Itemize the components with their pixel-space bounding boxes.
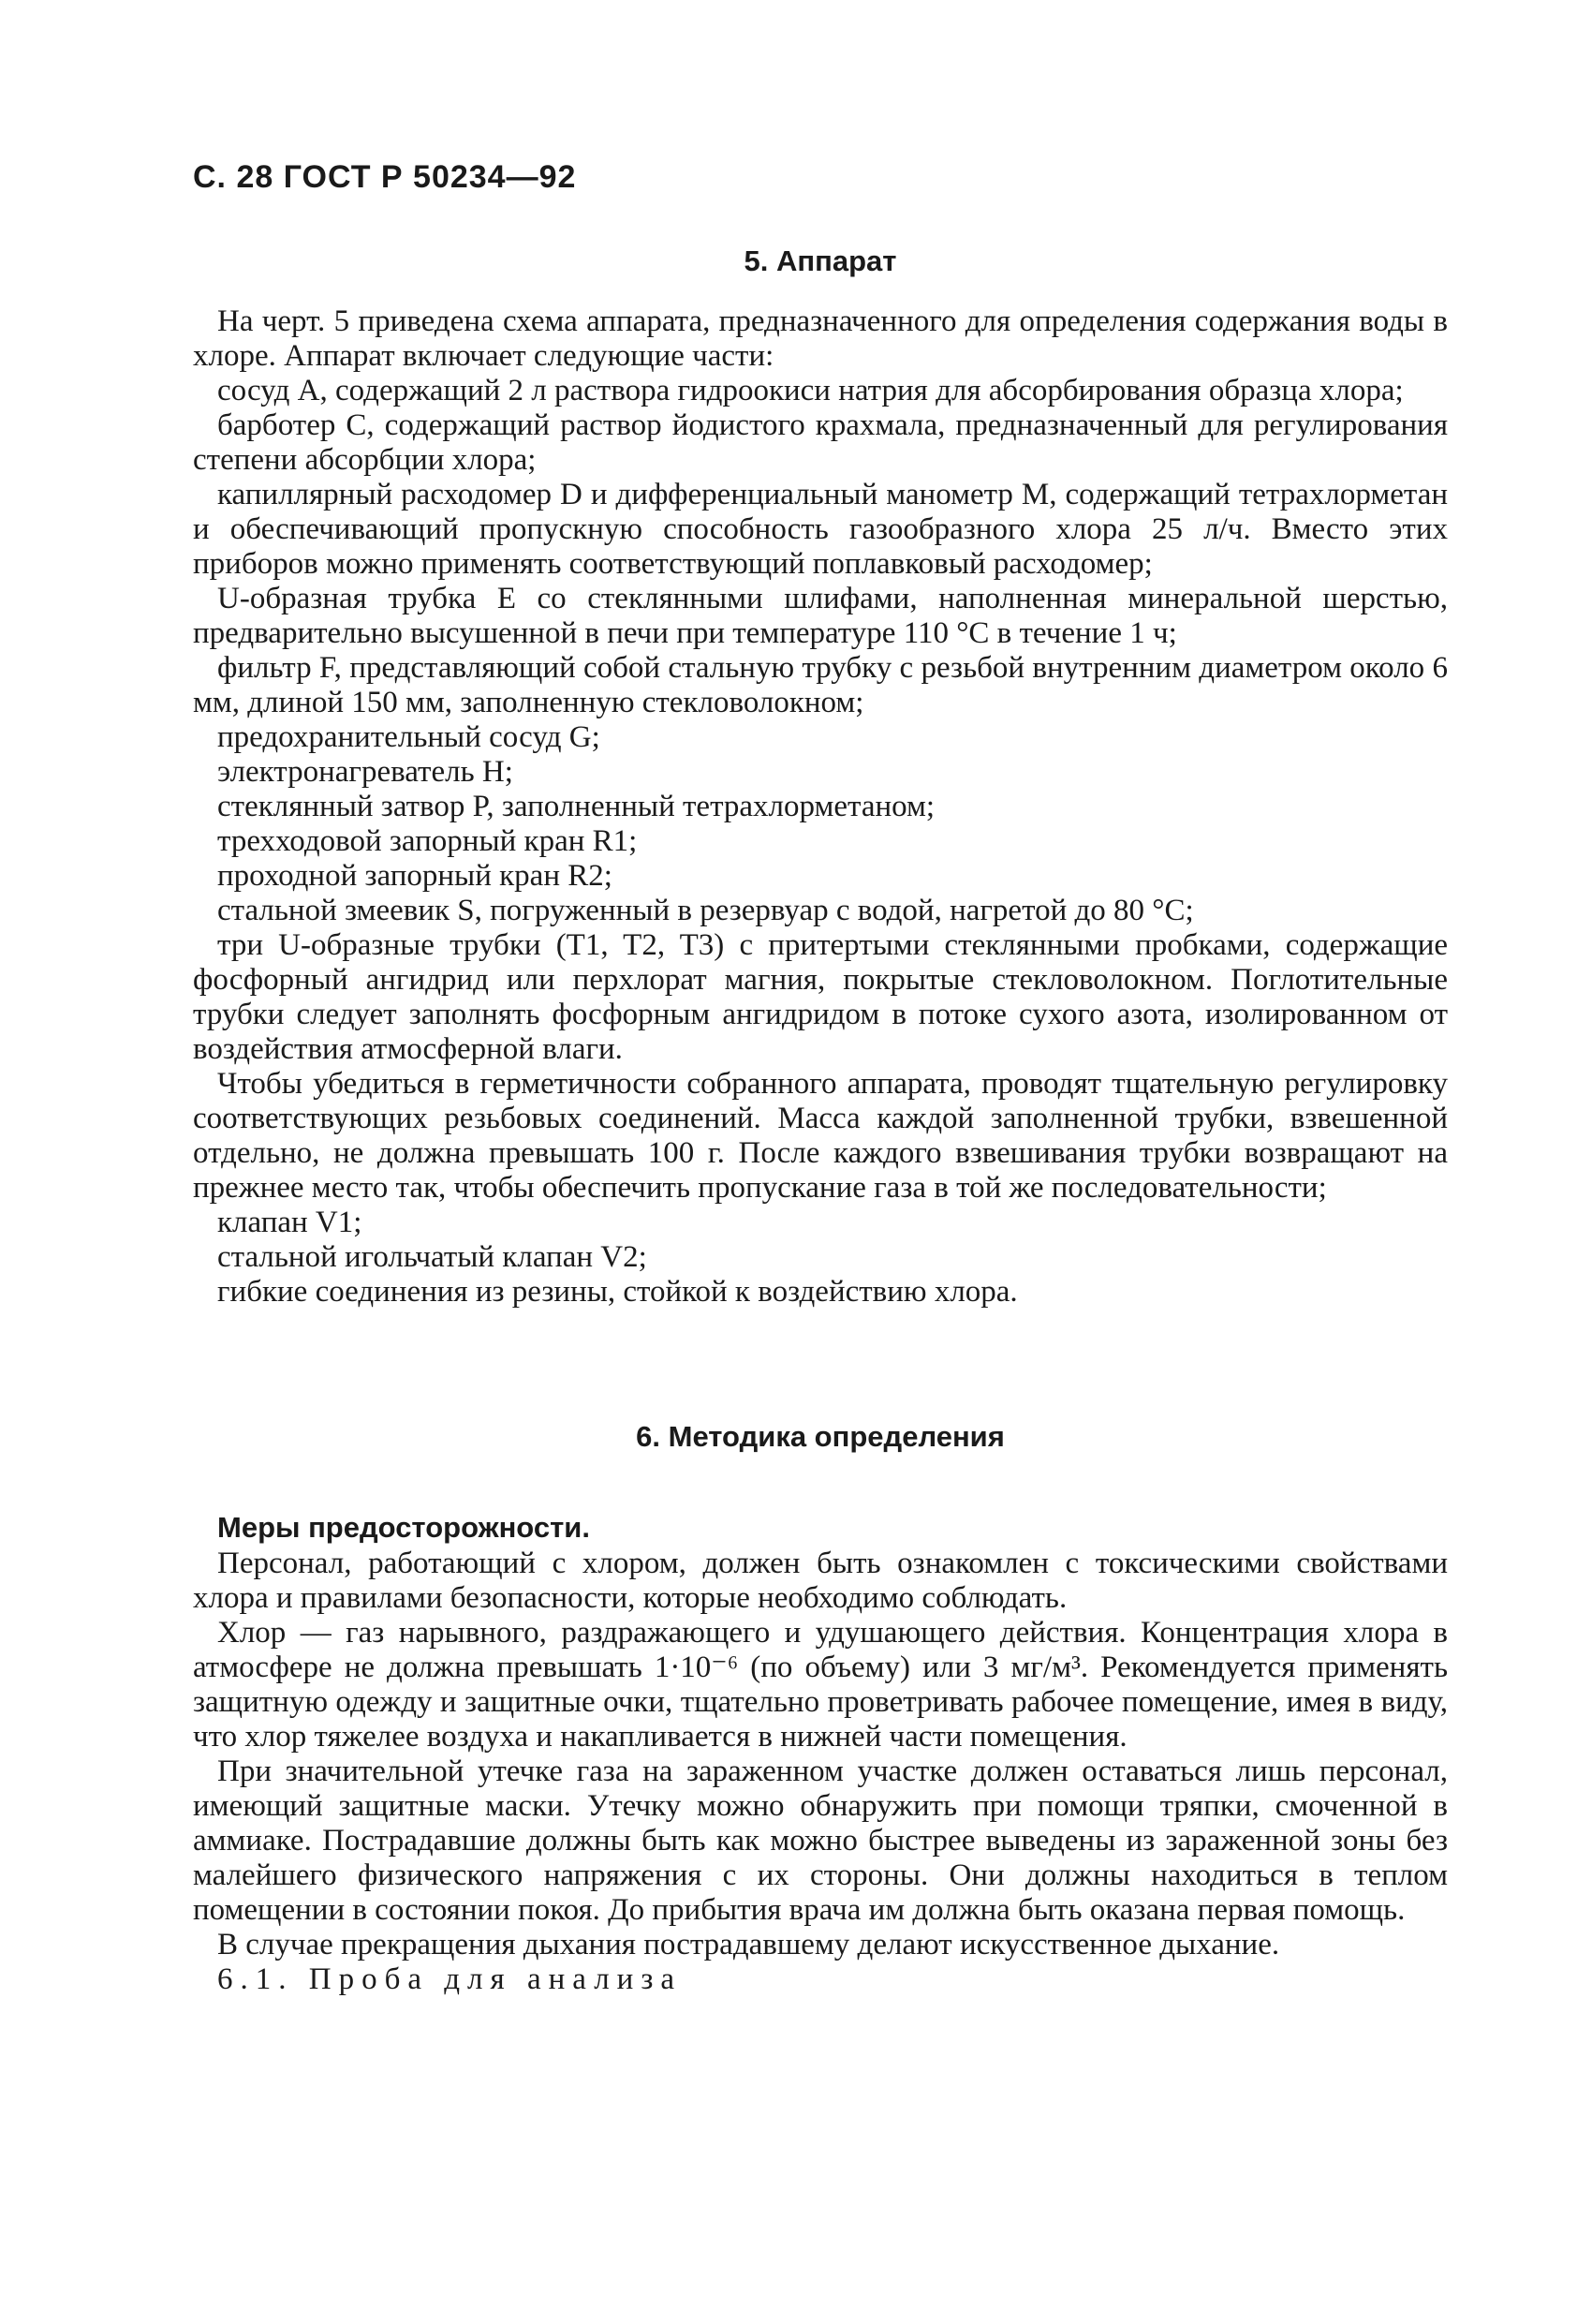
list-item: клапан V1; <box>217 1206 362 1239</box>
list-item: барботер C, содержащий раствор йодистого крахмала, предназначенный для регулирования степени абсорбции хлора; <box>193 408 1448 477</box>
paragraph: При значительной утечке газа на зараженном участке должен оставаться лишь персонал, имеющий защитные маски. Утечку можно обнаружить при помощи тряпки, смоченной в аммиаке. Пострадавшие должны быть как можно быстрее выведены из зараженной зоны без малейшего физического напряжения с их стороны. Они должны находиться в теплом помещении в состоянии покоя. До прибытия врача им должна быть оказана первая помощь. <box>193 1754 1448 1927</box>
list-item: гибкие соединения из резины, стойкой к воздействию хлора. <box>217 1275 1018 1309</box>
section-5-body <box>193 304 1448 1310</box>
clause-heading: 6.1. Проба для анализа <box>217 1962 683 1996</box>
paragraph: На черт. 5 приведена схема аппарата, предназначенного для определения содержания воды в хлоре. Аппарат включает следующие части: <box>193 304 1448 373</box>
paragraph: Чтобы убедиться в герметичности собранного аппарата, проводят тщательную регулировку соответствующих резьбовых соединений. Масса каждой заполненной трубки, взвешенной отдельно, не должна превышать 100 г. После каждого взвешивания трубки возвращают на прежнее место так, чтобы обеспечить пропускание газа в той же последовательности; <box>193 1067 1448 1205</box>
list-item: капиллярный расходомер D и дифференциальный манометр M, содержащий тетрахлорметан и обеспечивающий пропускную способность газообразного хлора 25 л/ч. Вместо этих приборов можно применять соответствующий поплавковый расходомер; <box>193 478 1448 581</box>
section-gap <box>193 1310 1448 1420</box>
list-item: трехходовой запорный кран R1; <box>217 824 638 858</box>
list-item: проходной запорный кран R2; <box>217 859 612 893</box>
list-item: три U-образные трубки (T1, T2, T3) с притертыми стеклянными пробками, содержащие фосфорный ангидрид или перхлорат магния, покрытые стекловолокном. Поглотительные трубки следует заполнять фосфорным ангидридом в потоке сухого азота, изолированном от воздействия атмосферной влаги. <box>193 928 1448 1066</box>
page-header: С. 28 ГОСТ Р 50234—92 <box>193 159 577 195</box>
list-item: фильтр F, представляющий собой стальную трубку с резьбой внутренним диаметром около 6 мм, длиной 150 мм, заполненную стекловолокном; <box>193 651 1448 719</box>
list-item: стеклянный затвор P, заполненный тетрахлорметаном; <box>217 790 936 823</box>
section-6-title: 6. Методика определения <box>636 1420 1005 1453</box>
list-item: стальной игольчатый клапан V2; <box>217 1240 647 1274</box>
document-page <box>193 159 1448 1997</box>
paragraph: Хлор — газ нарывного, раздражающего и удушающего действия. Концентрация хлора в атмосфере не должна превышать 1·10⁻⁶ (по объему) или 3 мг/м³. Рекомендуется применять защитную одежду и защитные очки, тщательно проветривать рабочее помещение, имея в виду, что хлор тяжелее воздуха и накапливается в нижней части помещения. <box>193 1616 1448 1754</box>
list-item: электронагреватель H; <box>217 755 513 789</box>
section-5-title: 5. Аппарат <box>744 244 897 277</box>
paragraph: В случае прекращения дыхания пострадавшему делают искусственное дыхание. <box>217 1928 1280 1961</box>
list-item: стальной змеевик S, погруженный в резервуар с водой, нагретой до 80 °С; <box>217 894 1194 927</box>
list-item: предохранительный сосуд G; <box>217 720 600 754</box>
paragraph: Персонал, работающий с хлором, должен быть ознакомлен с токсическими свойствами хлора и правилами безопасности, которые необходимо соблюдать. <box>193 1547 1448 1615</box>
safety-subheading: Меры предосторожности. <box>217 1511 590 1544</box>
list-item: U-образная трубка E со стеклянными шлифами, наполненная минеральной шерстью, предварительно высушенной в печи при температуре 110 °С в течение 1 ч; <box>193 582 1448 650</box>
list-item: сосуд A, содержащий 2 л раствора гидроокиси натрия для абсорбирования образца хлора; <box>217 374 1404 407</box>
section-6-body <box>193 1547 1448 1997</box>
